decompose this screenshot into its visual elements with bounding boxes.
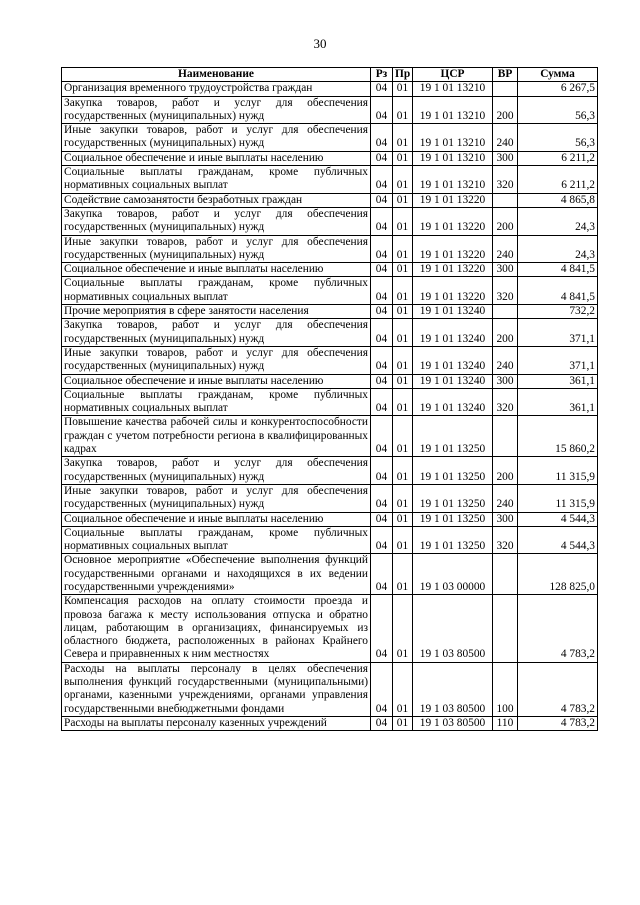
header-sum: Сумма	[518, 68, 598, 82]
cell-rz: 04	[371, 416, 393, 457]
cell-sum: 4 783,2	[518, 662, 598, 716]
cell-vr: 320	[493, 388, 518, 416]
cell-pr: 01	[393, 388, 413, 416]
cell-csr: 19 1 01 13210	[413, 82, 493, 96]
cell-vr: 300	[493, 512, 518, 526]
header-rz: Рз	[371, 68, 393, 82]
table-row	[62, 319, 598, 347]
table-row	[62, 82, 598, 96]
table-row	[62, 277, 598, 305]
cell-csr: 19 1 01 13240	[413, 388, 493, 416]
cell-vr	[493, 305, 518, 319]
cell-vr: 110	[493, 716, 518, 730]
cell-rz: 04	[371, 277, 393, 305]
cell-name: Повышение качества рабочей силы и конкурентоспособности граждан с учетом потребности региона в квалифицированных кадрах	[62, 416, 371, 457]
cell-sum: 361,1	[518, 374, 598, 388]
cell-pr: 01	[393, 457, 413, 485]
cell-pr: 01	[393, 263, 413, 277]
cell-name: Иные закупки товаров, работ и услуг для обеспечения государственных (муниципальных) нужд	[62, 484, 371, 512]
cell-name: Расходы на выплаты персоналу в целях обеспечения выполнения функций государственными (муниципальными) органами, казенными учреждениями, органами управления государственными внебюджетными фондами	[62, 662, 371, 716]
cell-rz: 04	[371, 166, 393, 194]
cell-csr: 19 1 01 13250	[413, 484, 493, 512]
cell-pr: 01	[393, 526, 413, 554]
cell-sum: 4 783,2	[518, 595, 598, 662]
table-row	[62, 416, 598, 457]
cell-sum: 11 315,9	[518, 484, 598, 512]
cell-pr: 01	[393, 96, 413, 124]
cell-name: Закупка товаров, работ и услуг для обеспечения государственных (муниципальных) нужд	[62, 96, 371, 124]
cell-csr: 19 1 01 13210	[413, 151, 493, 165]
cell-name: Компенсация расходов на оплату стоимости проезда и провоза багажа к месту использования отпуска и обратно лицам, работающим в организациях, финансируемых из областного бюджета, расположенных в районах Крайнего Севера и приравненных к ним местностях	[62, 595, 371, 662]
cell-name: Расходы на выплаты персоналу казенных учреждений	[62, 716, 371, 730]
cell-pr: 01	[393, 512, 413, 526]
cell-csr: 19 1 03 80500	[413, 595, 493, 662]
cell-rz: 04	[371, 193, 393, 207]
table-row	[62, 484, 598, 512]
cell-csr: 19 1 01 13250	[413, 526, 493, 554]
cell-sum: 732,2	[518, 305, 598, 319]
table-row	[62, 263, 598, 277]
cell-pr: 01	[393, 124, 413, 152]
cell-sum: 11 315,9	[518, 457, 598, 485]
cell-sum: 24,3	[518, 207, 598, 235]
cell-name: Содействие самозанятости безработных граждан	[62, 193, 371, 207]
cell-rz: 04	[371, 319, 393, 347]
cell-pr: 01	[393, 484, 413, 512]
cell-csr: 19 1 01 13210	[413, 166, 493, 194]
table-row	[62, 96, 598, 124]
table-row	[62, 662, 598, 716]
cell-csr: 19 1 01 13250	[413, 457, 493, 485]
cell-name: Социальное обеспечение и иные выплаты населению	[62, 512, 371, 526]
cell-name: Социальные выплаты гражданам, кроме публичных нормативных социальных выплат	[62, 277, 371, 305]
cell-sum: 4 544,3	[518, 526, 598, 554]
cell-csr: 19 1 01 13220	[413, 207, 493, 235]
cell-sum: 371,1	[518, 319, 598, 347]
cell-rz: 04	[371, 512, 393, 526]
cell-rz: 04	[371, 595, 393, 662]
cell-rz: 04	[371, 374, 393, 388]
cell-rz: 04	[371, 484, 393, 512]
cell-csr: 19 1 01 13220	[413, 235, 493, 263]
cell-pr: 01	[393, 662, 413, 716]
cell-sum: 4 841,5	[518, 263, 598, 277]
cell-name: Основное мероприятие «Обеспечение выполнения функций государственными органами и находящихся в их ведении государственными учреждениями»	[62, 554, 371, 595]
cell-rz: 04	[371, 716, 393, 730]
cell-pr: 01	[393, 193, 413, 207]
table-row	[62, 346, 598, 374]
cell-sum: 4 841,5	[518, 277, 598, 305]
cell-vr: 240	[493, 346, 518, 374]
cell-rz: 04	[371, 207, 393, 235]
cell-name: Иные закупки товаров, работ и услуг для обеспечения государственных (муниципальных) нужд	[62, 235, 371, 263]
table-row	[62, 526, 598, 554]
cell-vr: 320	[493, 277, 518, 305]
cell-vr: 240	[493, 124, 518, 152]
cell-csr: 19 1 01 13220	[413, 193, 493, 207]
cell-name: Организация временного трудоустройства граждан	[62, 82, 371, 96]
cell-name: Прочие мероприятия в сфере занятости населения	[62, 305, 371, 319]
cell-name: Иные закупки товаров, работ и услуг для обеспечения государственных (муниципальных) нужд	[62, 124, 371, 152]
cell-vr: 200	[493, 96, 518, 124]
cell-sum: 4 865,8	[518, 193, 598, 207]
cell-sum: 128 825,0	[518, 554, 598, 595]
table-row	[62, 374, 598, 388]
cell-name: Социальное обеспечение и иные выплаты населению	[62, 263, 371, 277]
cell-pr: 01	[393, 346, 413, 374]
cell-vr	[493, 193, 518, 207]
cell-vr: 100	[493, 662, 518, 716]
cell-pr: 01	[393, 305, 413, 319]
cell-rz: 04	[371, 124, 393, 152]
table-row	[62, 388, 598, 416]
cell-pr: 01	[393, 716, 413, 730]
table-row	[62, 166, 598, 194]
table-header-row	[62, 68, 598, 82]
cell-pr: 01	[393, 277, 413, 305]
cell-vr: 200	[493, 207, 518, 235]
cell-sum: 6 211,2	[518, 151, 598, 165]
cell-name: Социальное обеспечение и иные выплаты населению	[62, 151, 371, 165]
cell-vr: 240	[493, 235, 518, 263]
cell-vr: 320	[493, 166, 518, 194]
cell-csr: 19 1 01 13210	[413, 96, 493, 124]
cell-sum: 4 544,3	[518, 512, 598, 526]
cell-csr: 19 1 01 13240	[413, 346, 493, 374]
cell-sum: 6 267,5	[518, 82, 598, 96]
cell-csr: 19 1 01 13250	[413, 512, 493, 526]
cell-vr: 200	[493, 319, 518, 347]
cell-name: Закупка товаров, работ и услуг для обеспечения государственных (муниципальных) нужд	[62, 319, 371, 347]
table-row	[62, 207, 598, 235]
cell-vr: 200	[493, 457, 518, 485]
cell-sum: 6 211,2	[518, 166, 598, 194]
cell-sum: 15 860,2	[518, 416, 598, 457]
table-row	[62, 512, 598, 526]
table-row	[62, 124, 598, 152]
table-row	[62, 235, 598, 263]
cell-pr: 01	[393, 151, 413, 165]
cell-vr: 320	[493, 526, 518, 554]
cell-rz: 04	[371, 151, 393, 165]
cell-pr: 01	[393, 319, 413, 347]
cell-csr: 19 1 01 13220	[413, 277, 493, 305]
cell-csr: 19 1 01 13220	[413, 263, 493, 277]
cell-pr: 01	[393, 416, 413, 457]
cell-csr: 19 1 01 13240	[413, 374, 493, 388]
cell-rz: 04	[371, 263, 393, 277]
cell-rz: 04	[371, 235, 393, 263]
cell-pr: 01	[393, 207, 413, 235]
cell-name: Социальные выплаты гражданам, кроме публичных нормативных социальных выплат	[62, 166, 371, 194]
cell-rz: 04	[371, 554, 393, 595]
cell-vr	[493, 554, 518, 595]
cell-name: Социальное обеспечение и иные выплаты населению	[62, 374, 371, 388]
cell-csr: 19 1 01 13210	[413, 124, 493, 152]
header-vr: ВР	[493, 68, 518, 82]
cell-name: Иные закупки товаров, работ и услуг для обеспечения государственных (муниципальных) нужд	[62, 346, 371, 374]
table-row	[62, 151, 598, 165]
header-pr: Пр	[393, 68, 413, 82]
cell-rz: 04	[371, 388, 393, 416]
table-row	[62, 457, 598, 485]
table-row	[62, 595, 598, 662]
cell-rz: 04	[371, 346, 393, 374]
cell-sum: 56,3	[518, 124, 598, 152]
cell-csr: 19 1 03 80500	[413, 662, 493, 716]
cell-rz: 04	[371, 526, 393, 554]
cell-vr: 300	[493, 263, 518, 277]
cell-sum: 24,3	[518, 235, 598, 263]
cell-vr: 240	[493, 484, 518, 512]
cell-rz: 04	[371, 96, 393, 124]
cell-pr: 01	[393, 374, 413, 388]
cell-pr: 01	[393, 554, 413, 595]
cell-sum: 56,3	[518, 96, 598, 124]
cell-pr: 01	[393, 166, 413, 194]
cell-name: Социальные выплаты гражданам, кроме публичных нормативных социальных выплат	[62, 526, 371, 554]
budget-table	[61, 67, 598, 731]
page-number: 30	[313, 36, 327, 51]
cell-name: Закупка товаров, работ и услуг для обеспечения государственных (муниципальных) нужд	[62, 207, 371, 235]
cell-rz: 04	[371, 305, 393, 319]
cell-sum: 371,1	[518, 346, 598, 374]
cell-csr: 19 1 01 13240	[413, 305, 493, 319]
cell-sum: 4 783,2	[518, 716, 598, 730]
cell-vr: 300	[493, 151, 518, 165]
cell-vr	[493, 416, 518, 457]
cell-rz: 04	[371, 82, 393, 96]
cell-csr: 19 1 03 00000	[413, 554, 493, 595]
table-body	[62, 82, 598, 731]
cell-vr	[493, 82, 518, 96]
cell-vr	[493, 595, 518, 662]
cell-name: Социальные выплаты гражданам, кроме публичных нормативных социальных выплат	[62, 388, 371, 416]
table-row	[62, 193, 598, 207]
table-row	[62, 305, 598, 319]
cell-csr: 19 1 03 80500	[413, 716, 493, 730]
header-csr: ЦСР	[413, 68, 493, 82]
cell-csr: 19 1 01 13240	[413, 319, 493, 347]
cell-rz: 04	[371, 662, 393, 716]
cell-pr: 01	[393, 82, 413, 96]
table-row	[62, 554, 598, 595]
cell-sum: 361,1	[518, 388, 598, 416]
cell-pr: 01	[393, 595, 413, 662]
cell-name: Закупка товаров, работ и услуг для обеспечения государственных (муниципальных) нужд	[62, 457, 371, 485]
table-row	[62, 716, 598, 730]
cell-rz: 04	[371, 457, 393, 485]
cell-csr: 19 1 01 13250	[413, 416, 493, 457]
cell-vr: 300	[493, 374, 518, 388]
cell-pr: 01	[393, 235, 413, 263]
header-name: Наименование	[62, 68, 371, 82]
